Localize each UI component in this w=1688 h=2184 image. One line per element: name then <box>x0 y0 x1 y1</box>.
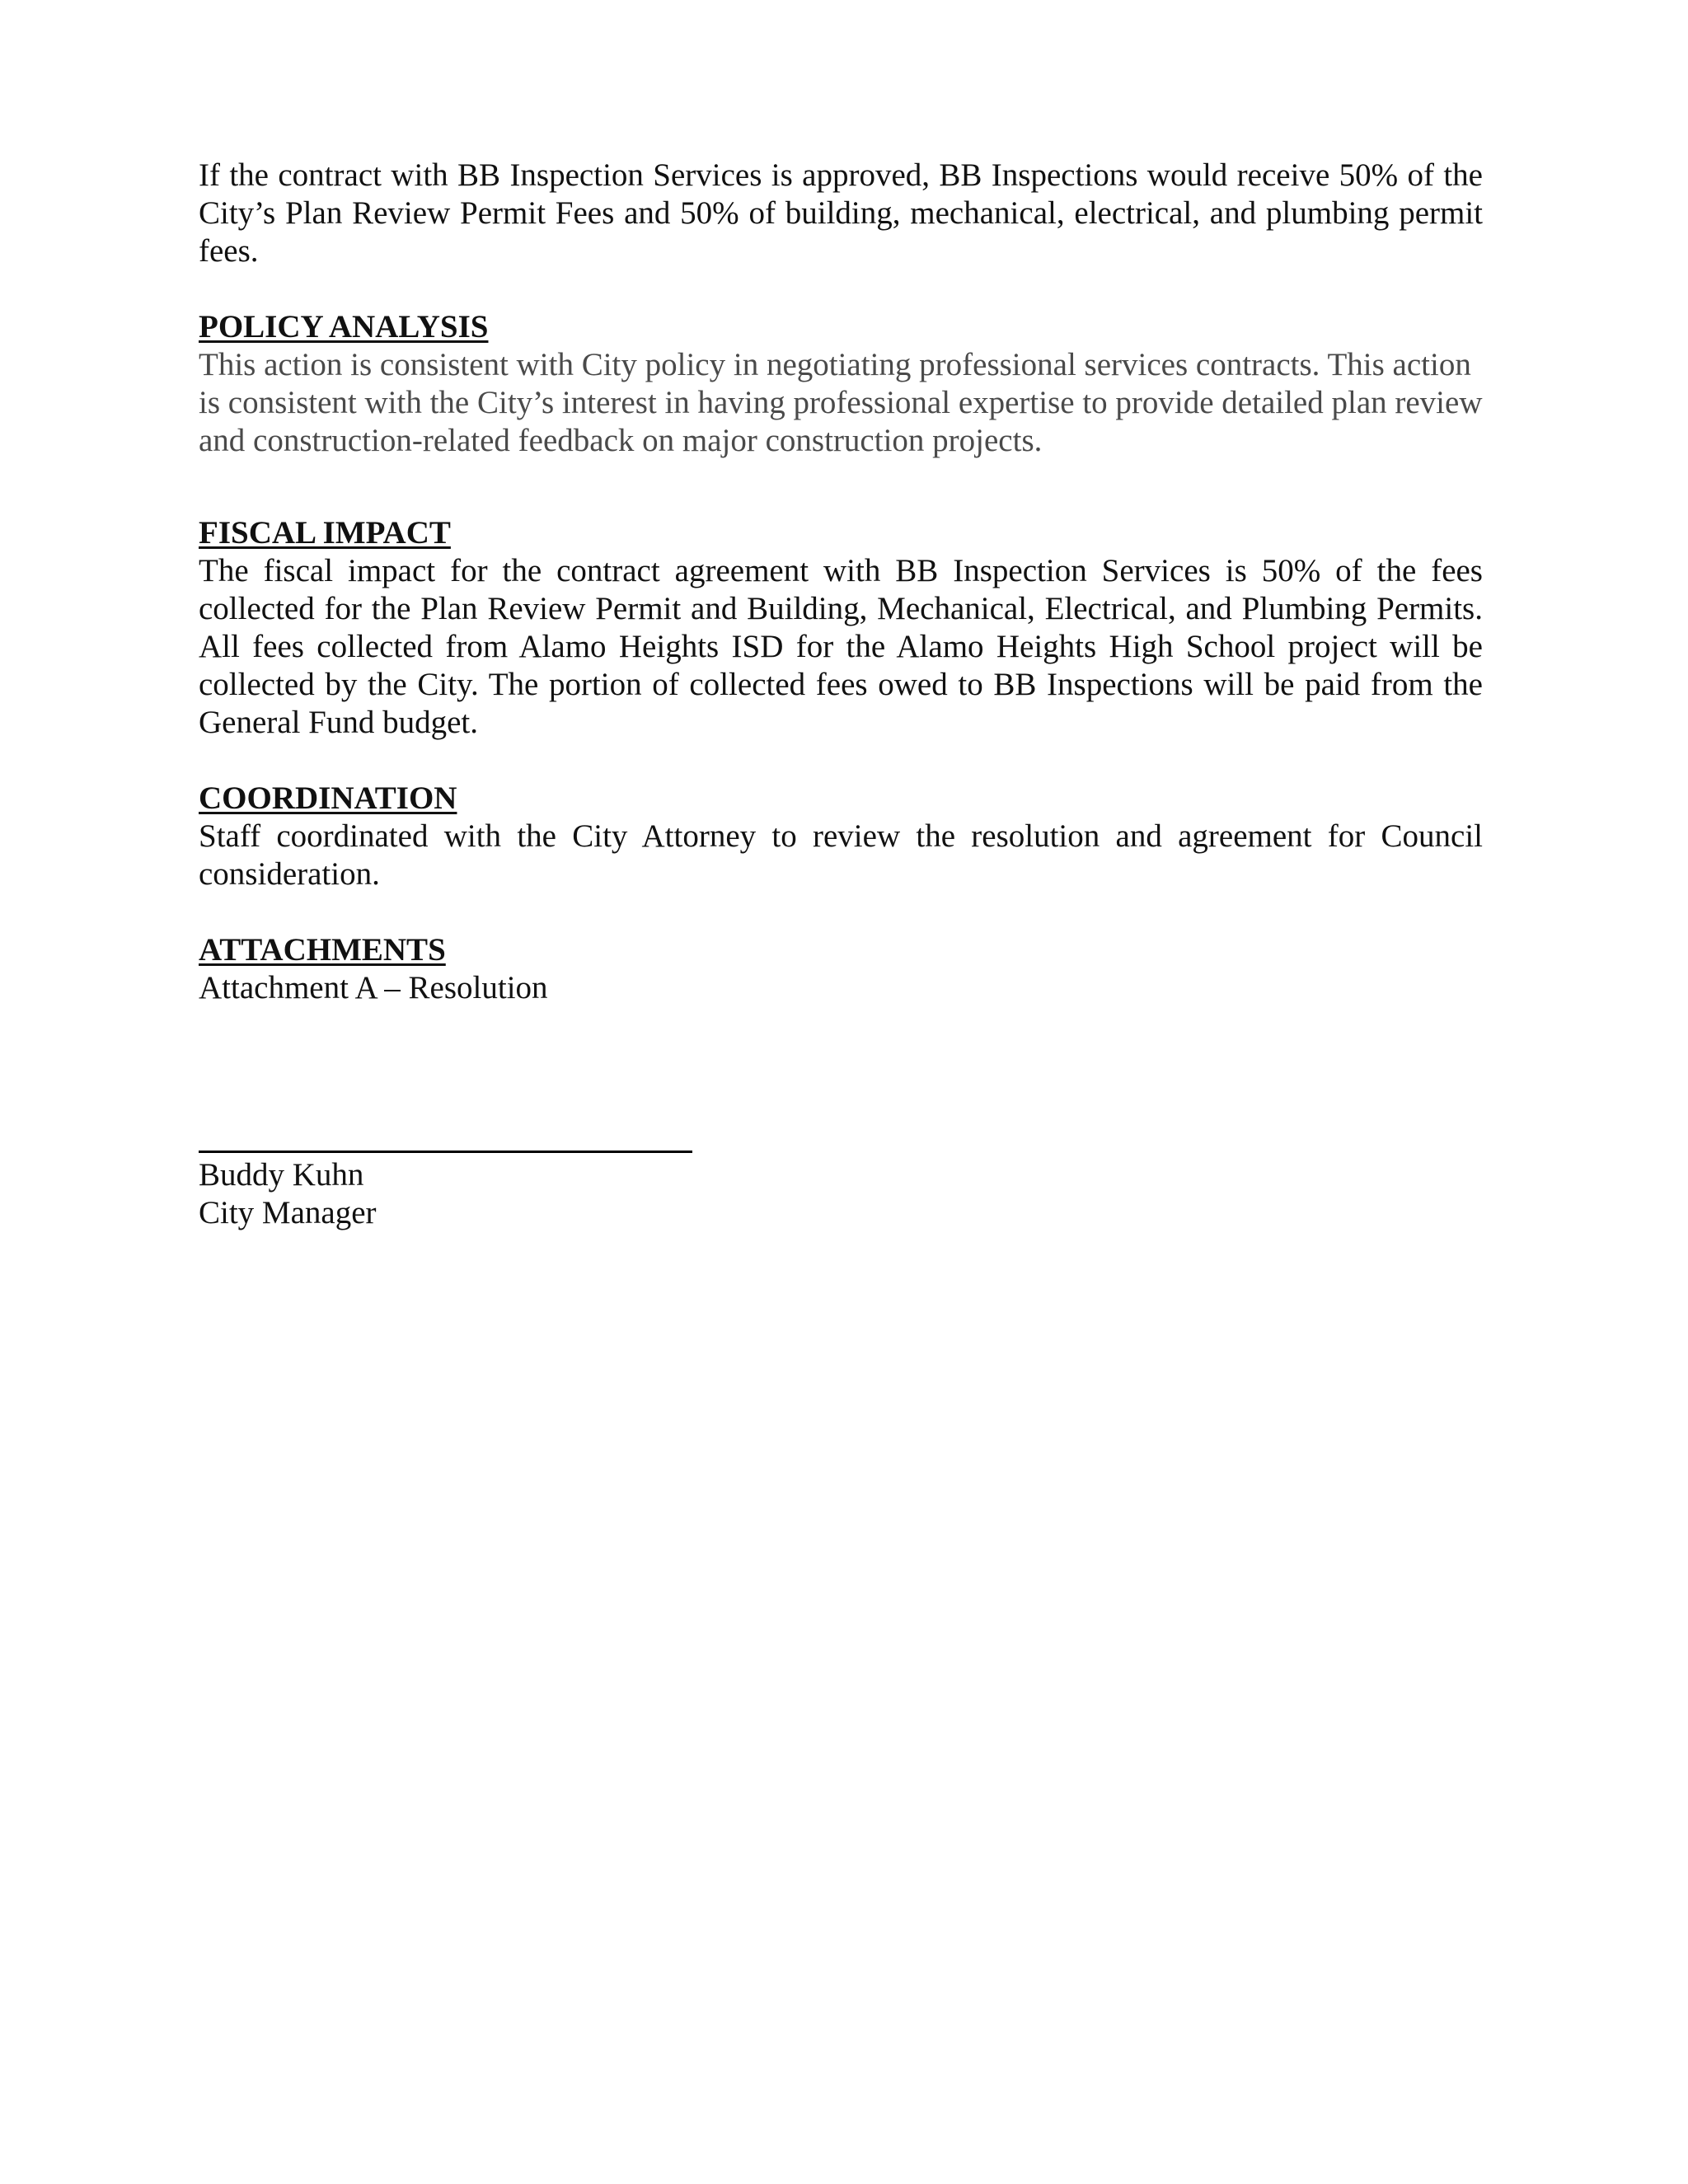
memo-page <box>199 157 1483 1007</box>
policy-analysis-text: This action is consistent with City policy in negotiating professional services contracts. This action is consistent with the City’s interest in having professional expertise to provide detailed plan review and construction-related feedback on major construction projects. <box>199 347 1483 458</box>
fiscal-impact-text: The fiscal impact for the contract agreement with BB Inspection Services is 50% of the fees collected for the Plan Review Permit and Building, Mechanical, Electrical, and Plumbing Permits. All fees collected from Alamo Heights ISD for the Alamo Heights High School project will be collected by the City. The portion of collected fees owed to BB Inspections will be paid from the General Fund budget. <box>199 553 1483 740</box>
attachments-section <box>199 931 1483 1007</box>
signature-line <box>199 1151 692 1153</box>
fiscal-impact-heading: FISCAL IMPACT <box>199 515 451 551</box>
policy-analysis-heading: POLICY ANALYSIS <box>199 309 489 344</box>
signatory-name: Buddy Kuhn <box>199 1157 364 1193</box>
coordination-text: Staff coordinated with the City Attorney to review the resolution and agreement for Council consideration. <box>199 818 1483 892</box>
attachments-heading: ATTACHMENTS <box>199 932 446 968</box>
signature-block <box>199 1151 692 1232</box>
policy-analysis-section <box>199 308 1483 460</box>
coordination-section <box>199 780 1483 893</box>
signatory-title: City Manager <box>199 1195 377 1230</box>
intro-paragraph: If the contract with BB Inspection Services is approved, BB Inspections would receive 50% of the City’s Plan Review Permit Fees and 50% of building, mechanical, electrical, and plumbing permit fees. <box>199 157 1483 269</box>
attachment-item: Attachment A – Resolution <box>199 970 548 1005</box>
fiscal-impact-section <box>199 514 1483 742</box>
coordination-heading: COORDINATION <box>199 780 457 816</box>
